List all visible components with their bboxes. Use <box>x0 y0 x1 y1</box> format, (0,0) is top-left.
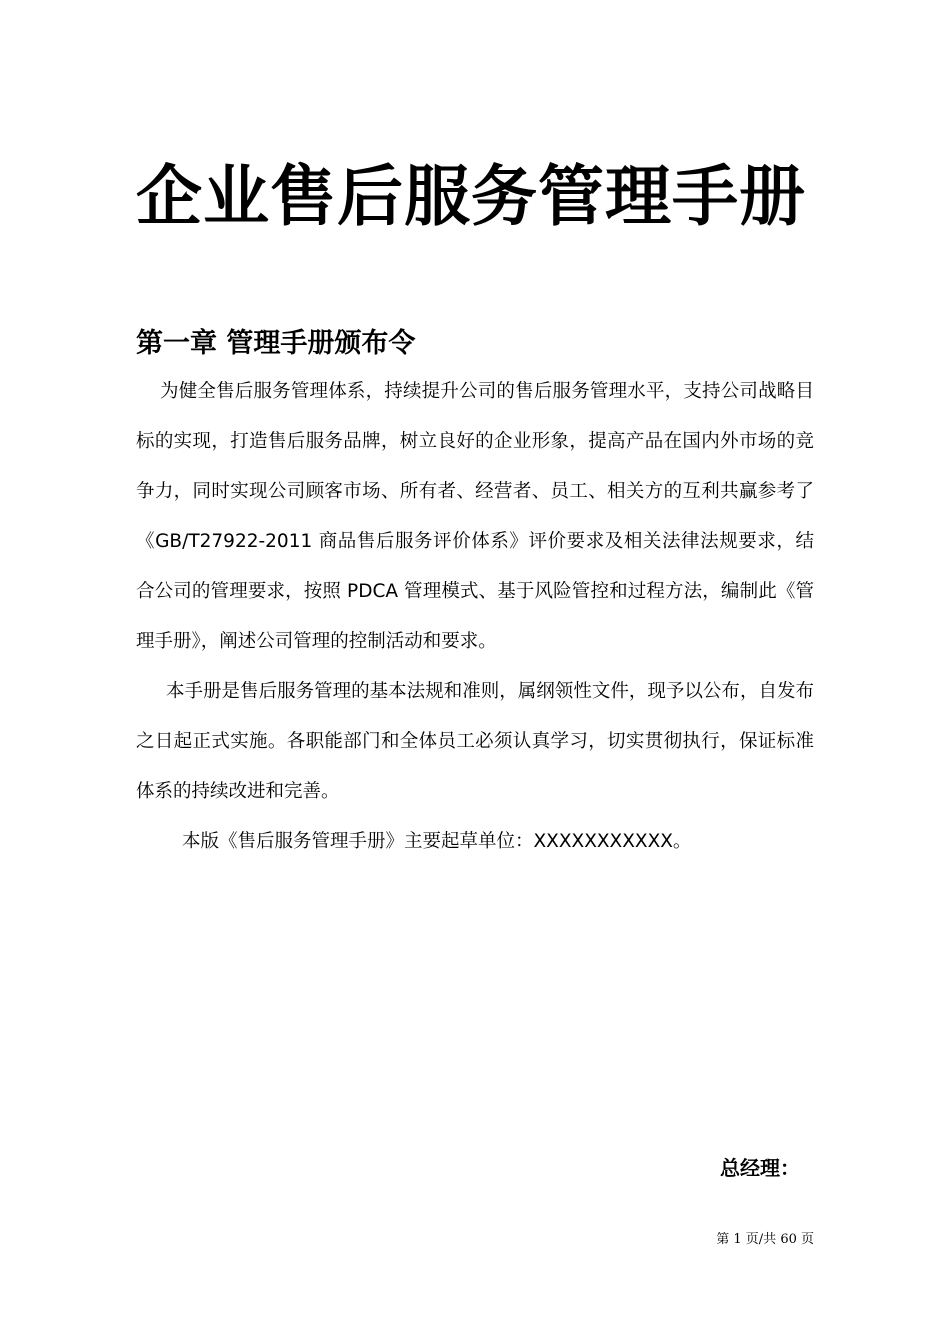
document-title: 企业售后服务管理手册 <box>136 158 806 235</box>
paragraph-purpose: 为健全售后服务管理体系，持续提升公司的售后服务管理水平，支持公司战略目标的实现，打造售后服务品牌，树立良好的企业形象，提高产品在国内外市场的竞争力，同时实现公司顾客市场、所有者、经营者、员工、相关方的互利共赢参考了《GB/T27922-2011 商品售后服务评价体系》评价要求及相关法律法规要求，结合公司的管理要求，按照 PDCA 管理模式、基于风险管控和过程方法，编制此《管理手册》，阐述公司管理的控制活动和要求。 <box>136 381 814 652</box>
page-footer: 第 1 页/共 60 页 <box>716 1232 814 1247</box>
signature-label: 总经理： <box>720 1156 800 1180</box>
paragraph-drafting-unit: 本版《售后服务管理手册》主要起草单位：XXXXXXXXXXX。 <box>182 831 692 852</box>
chapter-heading: 第一章 管理手册颁布令 <box>136 328 416 359</box>
paragraph-implementation: 本手册是售后服务管理的基本法规和准则，属纲领性文件，现予以公布，自发布之日起正式实施。各职能部门和全体员工必须认真学习，切实贯彻执行，保证标准体系的持续改进和完善。 <box>136 681 814 802</box>
